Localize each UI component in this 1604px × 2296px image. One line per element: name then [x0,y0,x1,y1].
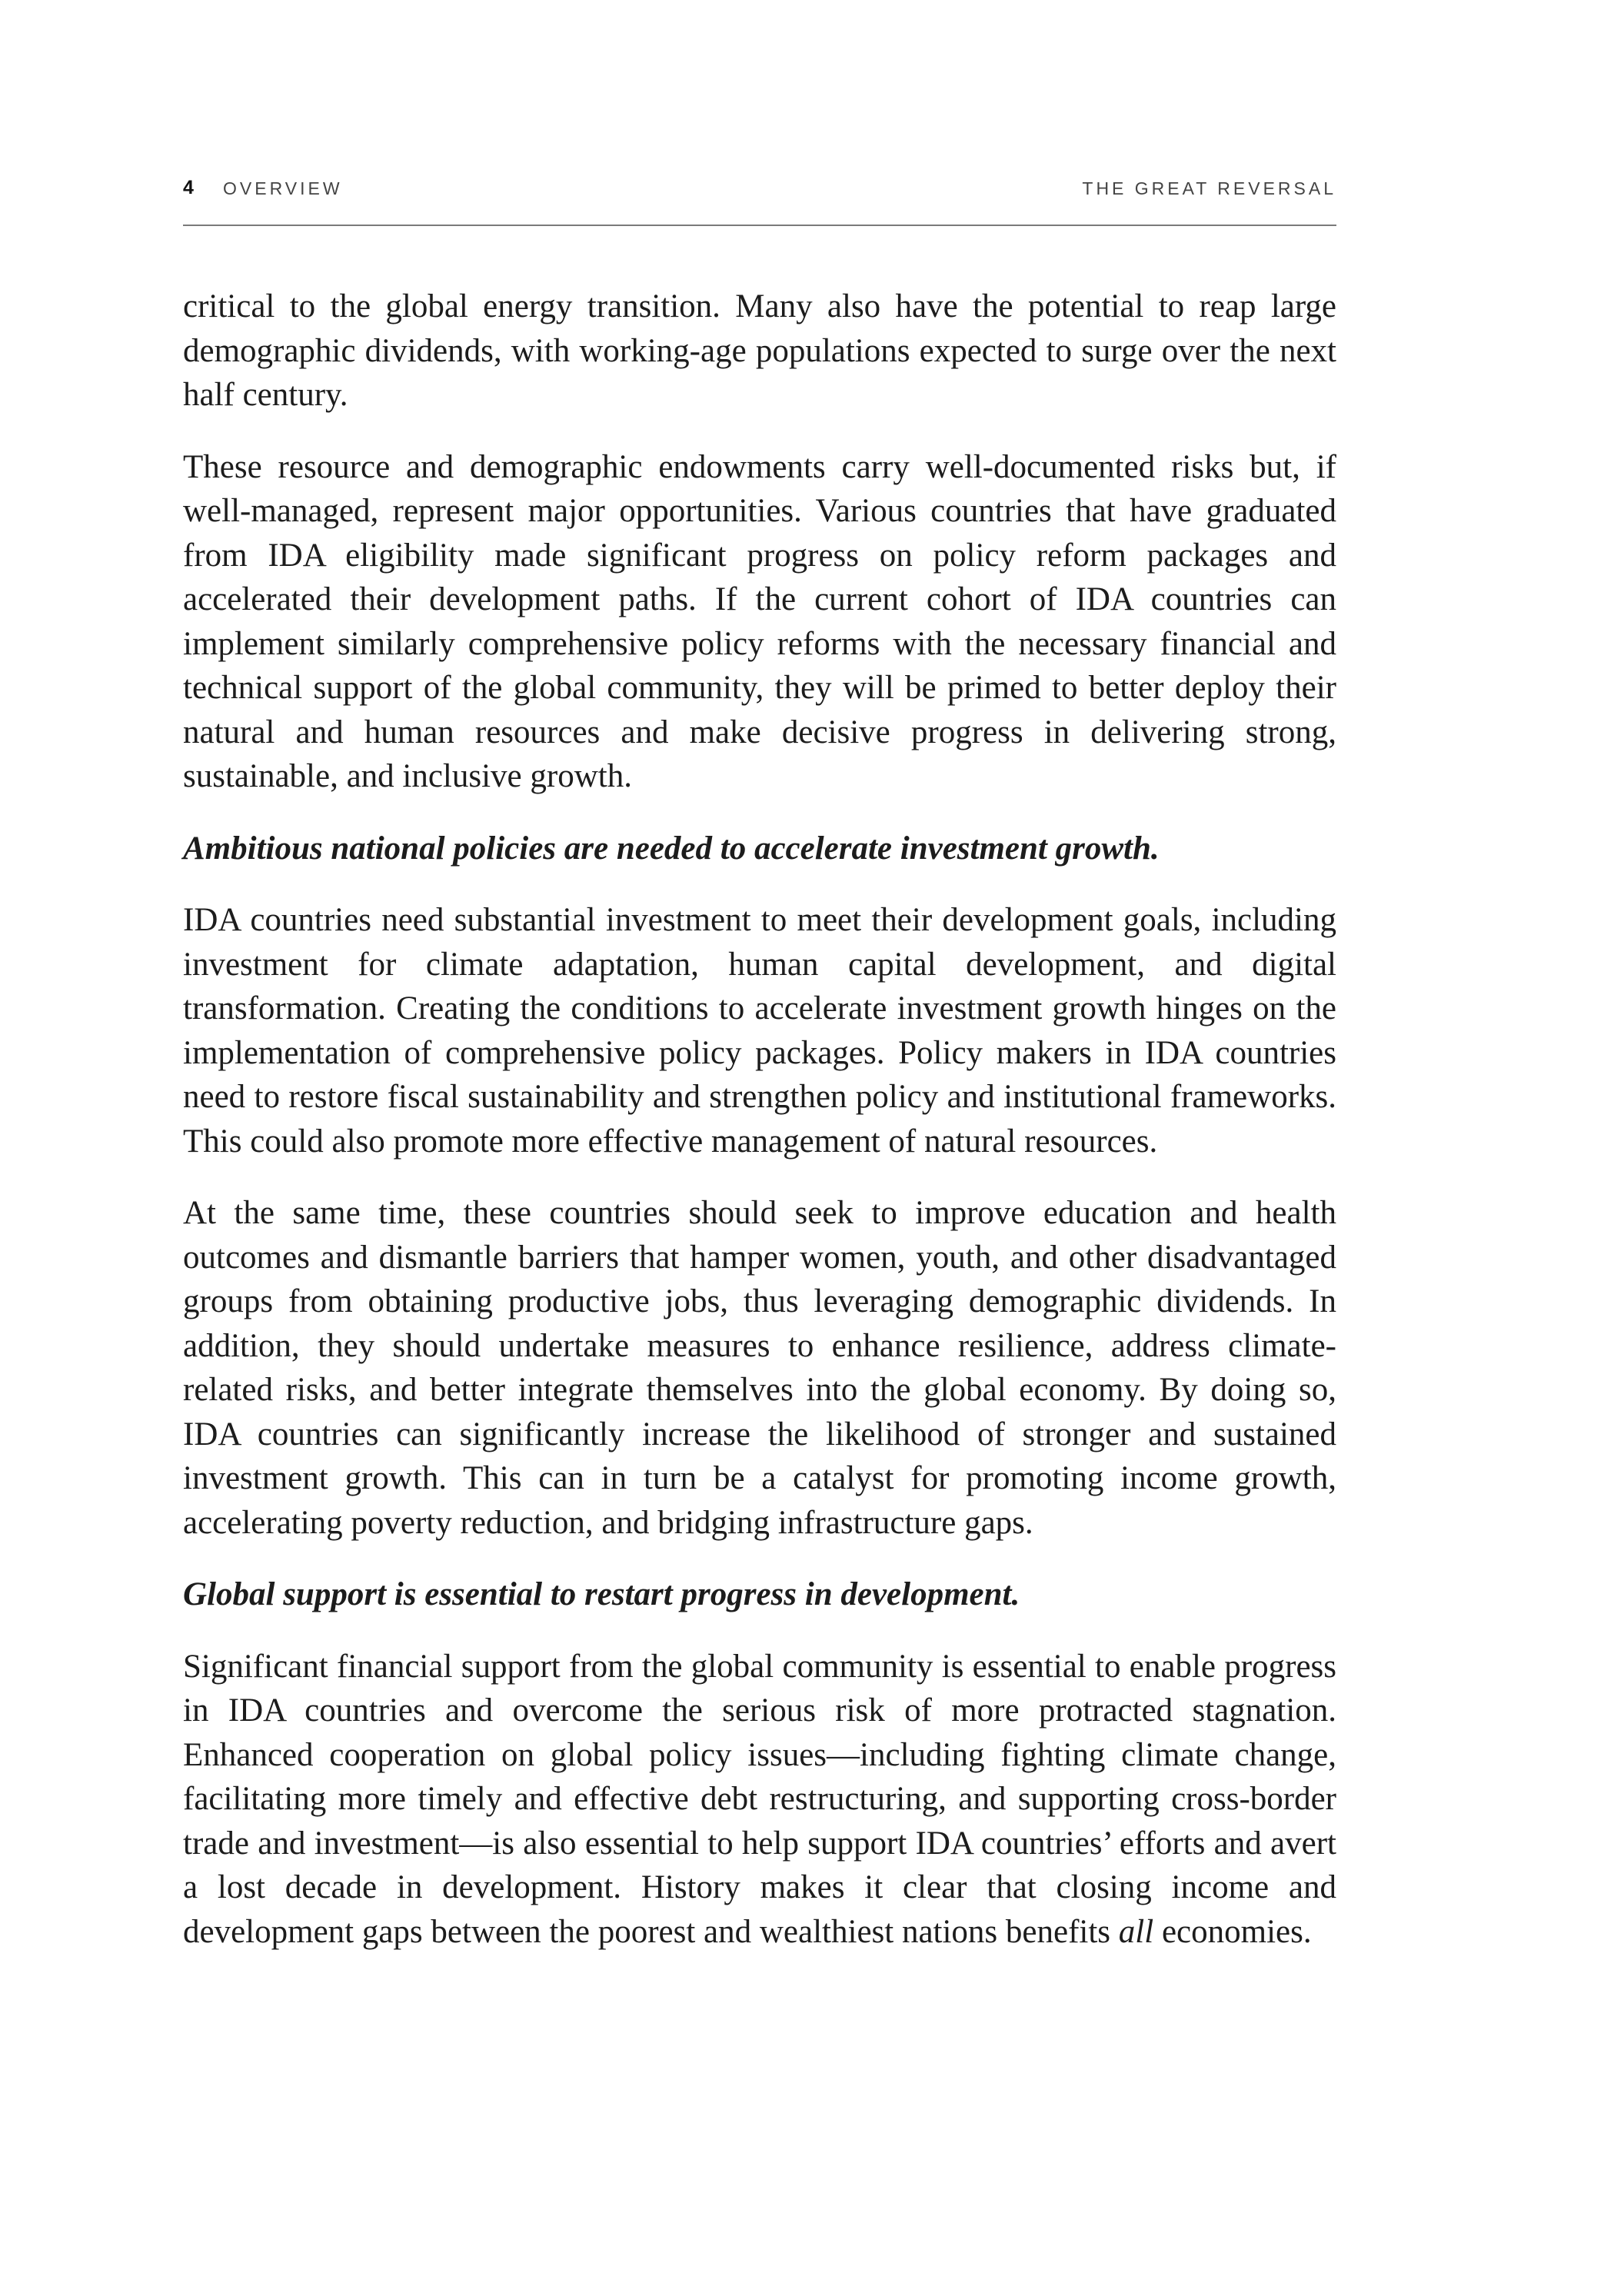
document-page [183,0,1336,2296]
paragraph [183,1645,1336,1955]
running-header [183,177,1336,215]
page-number: 4 [183,177,194,198]
section-heading: Ambitious national policies are needed to accelerate investment growth. [183,830,1160,867]
book-title: THE GREAT REVERSAL [1082,178,1336,198]
paragraph: critical to the global energy transition. Many also have the potential to reap large demographic dividends, with working-age populations expected to surge over the next half century. [183,288,1336,413]
paragraph-text-end: economies. [1153,1913,1312,1950]
paragraph: IDA countries need substantial investment to meet their development goals, including investment for climate adaptation, human capital development, and digital transformation. Creating the conditions to accelerate investment growth hinges on the implementation of comprehensive policy packages. Policy makers in IDA countries need to restore fiscal sustainability and strengthen policy and institutional frameworks. This could also promote more effective management of natural resources. [183,902,1336,1160]
section-heading: Global support is essential to restart progress in development. [183,1576,1020,1612]
paragraph: These resource and demographic endowments carry well-documented risks but, if well-managed, represent major opportunities. Various countries that have graduated from IDA eligibility made significant progress on policy reform packages and accelerated their development paths. If the current cohort of IDA countries can implement similarly comprehensive policy reforms with the necessary financial and technical support of the global community, they will be primed to better deploy their natural and human resources and make decisive progress in delivering strong, sustainable, and inclusive growth. [183,448,1336,794]
emphasis-text: all [1118,1913,1154,1950]
body-text [183,285,1336,1982]
paragraph: At the same time, these countries should seek to improve education and health outcomes and dismantle barriers that hamper women, youth, and other disadvantaged groups from obtaining productive jobs, thus leveraging demographic dividends. In addition, they should undertake measures to enhance resilience, address climate-related risks, and better integrate themselves into the global economy. By doing so, IDA countries can significantly increase the likelihood of stronger and sustained investment growth. This can in turn be a catalyst for promoting income growth, accelerating poverty reduction, and bridging infrastructure gaps. [183,1195,1336,1541]
paragraph-text: Significant financial support from the global community is essential to enable progress in IDA countries and overcome the serious risk of more protracted stagnation. Enhanced cooperation on global policy issues—including fighting climate change, facilitating more timely and effective debt restructuring, and supporting cross-border trade and investment—is also essential to help support IDA countries’ efforts and avert a lost decade in development. History makes it clear that closing income and development gaps between the poorest and wealthiest nations benefits [183,1648,1336,1950]
header-rule [183,225,1336,226]
section-label: OVERVIEW [223,178,343,198]
